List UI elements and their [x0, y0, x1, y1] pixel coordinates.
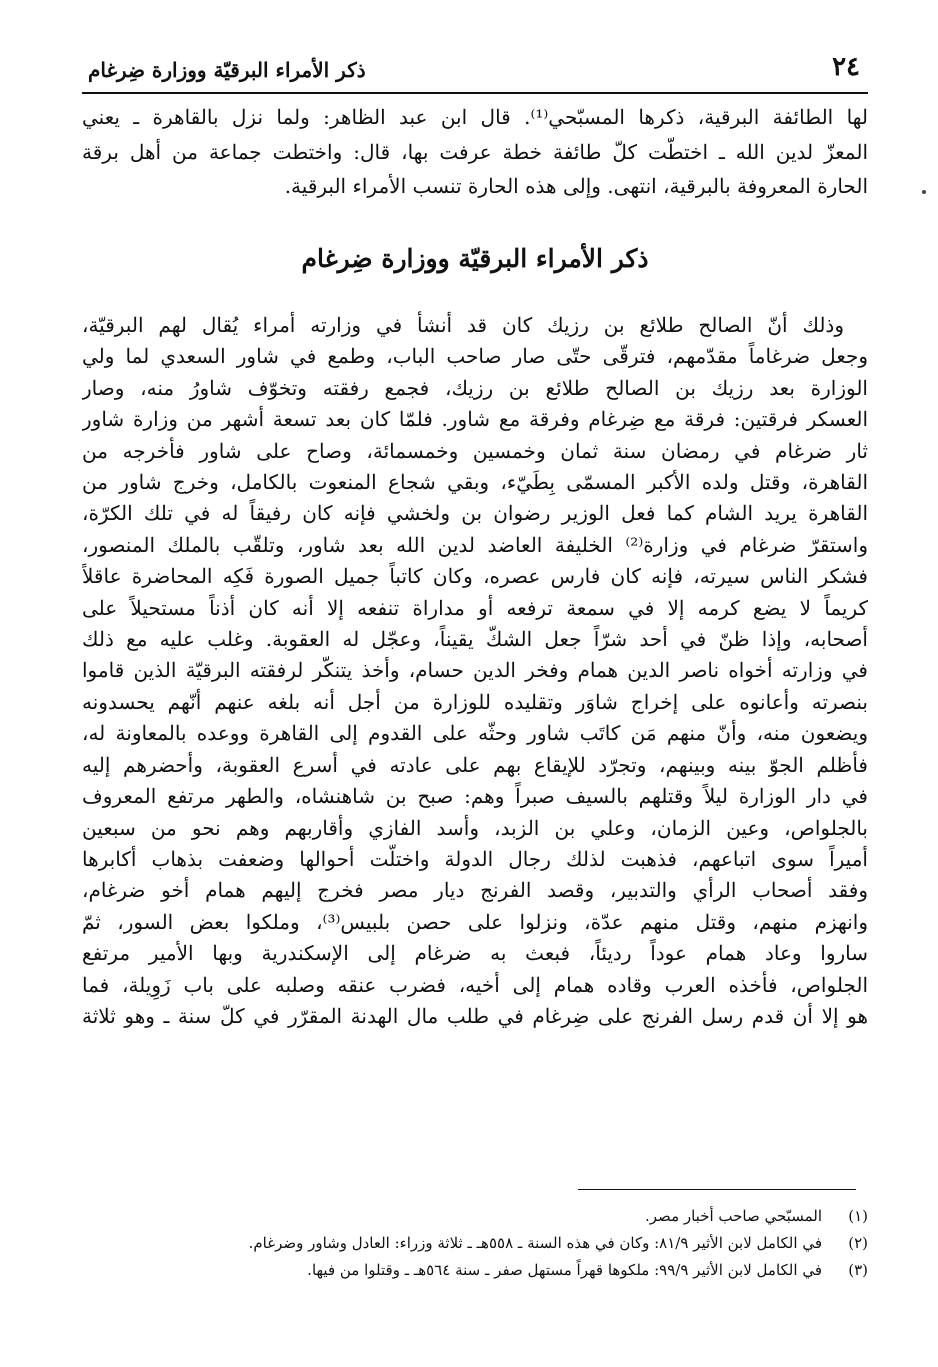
main-line: في وزارته أخواه ناصر الدين همام وفخر الدين حسام، وأخذ يتنكّر لرفقته البرقيّة الذين قاموا — [82, 658, 868, 683]
main-line: الوزارة بعد رزيك بن الصالح طلائع بن رزيك، فجمع رفقته وتخوّف شاورُ منه، وصار — [82, 375, 868, 400]
page-number: ٢٤ — [832, 52, 860, 82]
footnote-item — [82, 1230, 868, 1257]
footnote-text: في الكامل لابن الأثير ٩٩/٩: ملكوها قهراً مستهل صفر ـ سنة ٥٦٤هـ ـ وقتلوا من فيها. — [307, 1261, 822, 1279]
main-line: وجعل ضرغاماً مقدّمهم، فترقّى حتّى صار صاحب الباب، وطمع في شاور السعدي لما ولي — [82, 344, 868, 369]
footnote-number: (٣) — [848, 1261, 868, 1279]
main-line: وفقد أصحاب الرأي والتدبير، وقصد الفرنج ديار مصر فخرج إليهم همام أخو ضرغام، — [82, 878, 868, 903]
intro-line: الحارة المعروفة بالبرقية، انتهى. وإلى هذه الحارة تنسب الأمراء البرقية. — [284, 174, 868, 198]
intro-paragraph — [82, 100, 868, 204]
main-line: الجلواص، فأخذه العرب وقاده همام إلى أخيه، فضرب عنقه وصلبه على باب زَوِيلة، فما — [82, 972, 868, 997]
intro-text — [82, 100, 868, 204]
main-line: في دار الوزارة ليلاً وقتلهم بالسيف صبراً وهم: صبح بن شاهنشاه، والطهر مرتفع المعروف — [82, 784, 868, 809]
footnote-number: (٢) — [848, 1234, 868, 1252]
main-line: وذلك أنّ الصالح طلائع بن رزيك كان قد أنشأ في وزارته أمراء يُقال لهم البرقيّة، — [82, 313, 844, 337]
main-line: وانهزم منهم، وقتل منهم عدّة، ونزلوا على حصن بلبيس⁽³⁾، وملكوا بعض السور، ثمّ — [82, 909, 868, 934]
scan-speck — [922, 190, 926, 194]
main-line: بالجلواص، وعين الزمان، وعلي بن الزبد، وأسد الفازي وأقاربهم وهم نحو من سبعين — [82, 815, 868, 840]
main-line: فشكر الناس سيرته، فإنه كان فارس عصره، وكان كاتباً جميل الصورة فَكِه المحاضرة عاقلاً — [82, 564, 868, 589]
main-line: كريماً لا يضع كرمه إلا في سمعة ترفعه أو مداراة تنفعه إلا أنه كان أذناً مستحيلاً على — [82, 595, 868, 620]
footnote-item — [82, 1257, 868, 1284]
footnotes — [82, 1203, 868, 1284]
intro-line: المعزّ لدين الله ـ اختطّت كلّ طائفة خطة عرفت بها، قال: واختطت جماعة من أهل برقة — [82, 139, 868, 164]
running-title: ذكر الأمراء البرقيّة ووزارة ضِرغام — [88, 58, 366, 82]
footnote-number: (١) — [848, 1207, 868, 1225]
main-line: ساروا وعاد همام عوداً رديئاً، فبعث به ضرغام إلى الإسكندرية وبها الأمير مرتفع — [82, 941, 868, 966]
main-line: فأظلم الجوّ بينه وبينهم، وتجرّد للإيقاع بهم على عادته في أسرع العقوبة، وأحضرهم إليه — [82, 752, 868, 777]
footnote-text: في الكامل لابن الأثير ٨١/٩: وكان في هذه السنة ـ ٥٥٨هـ ـ ثلاثة وزراء: العادل وشاور وضرغام. — [248, 1234, 822, 1252]
page-header — [82, 50, 868, 94]
main-line: أصحابه، وإذا ظنّ في أحد شرّاً جعل الشكّ يقيناً، وعجّل له العقوبة. وغلب عليه مع ذلك — [82, 627, 868, 652]
main-line: القاهرة يريد الشام كما فعل الوزير رضوان بن ولخشي فإنه كان رفيقاً له في تلك الكرّة، — [82, 501, 868, 526]
main-line: واستقرّ ضرغام في وزارة⁽²⁾ الخليفة العاضد لدين الله بعد شاور، وتلقّب بالملك المنصور، — [82, 532, 868, 557]
footnote-item — [82, 1203, 868, 1230]
footnote-text: المسبّحي صاحب أخبار مصر. — [645, 1207, 822, 1225]
intro-line: لها الطائفة البرقية، ذكرها المسبّحي⁽¹⁾. قال ابن عبد الظاهر: ولما نزل بالقاهرة ـ يعني — [82, 105, 868, 129]
main-line: هو إلا أن قدم رسل الفرنج على ضِرغام في طلب مال الهدنة المقرّر في كلّ سنة ـ وهو ثلاثة — [82, 1003, 868, 1028]
main-line: القاهرة، وقتل ولده الأكبر المسمّى بِطَيّء، وبقي شجاع المنعوت بالكامل، وخرج شاور من — [82, 470, 868, 495]
main-line: ثار ضرغام في رمضان سنة ثمان وخمسين وخمسمائة، وصاح على شاور فأخرجه من — [82, 438, 868, 463]
footnote-divider — [578, 1189, 856, 1190]
main-paragraph — [82, 310, 868, 1032]
main-line: العسكر فرقتين: فرقة مع ضِرغام وفرقة مع شاور. فلمّا كان بعد تسعة أشهر من وزارة شاور — [82, 407, 868, 432]
main-line: ويضعون منه، وأنّ منهم مَن كاتَب شاور وحثّه على القدوم إلى القاهرة ووعده بالمعاونة له، — [82, 721, 868, 746]
main-line: أميراً سوى اتباعهم، فذهبت لذلك رجال الدولة واختلّت أحوالها وضعفت بذهاب أكابرها — [82, 846, 868, 871]
main-line: بنصرته وأعانوه على إخراج شاوَر وتقليده للوزارة من أجل أنه بلغه عنهم أنّهم يحسدونه — [82, 689, 868, 714]
section-heading: ذكر الأمراء البرقيّة ووزارة ضِرغام — [301, 244, 649, 273]
